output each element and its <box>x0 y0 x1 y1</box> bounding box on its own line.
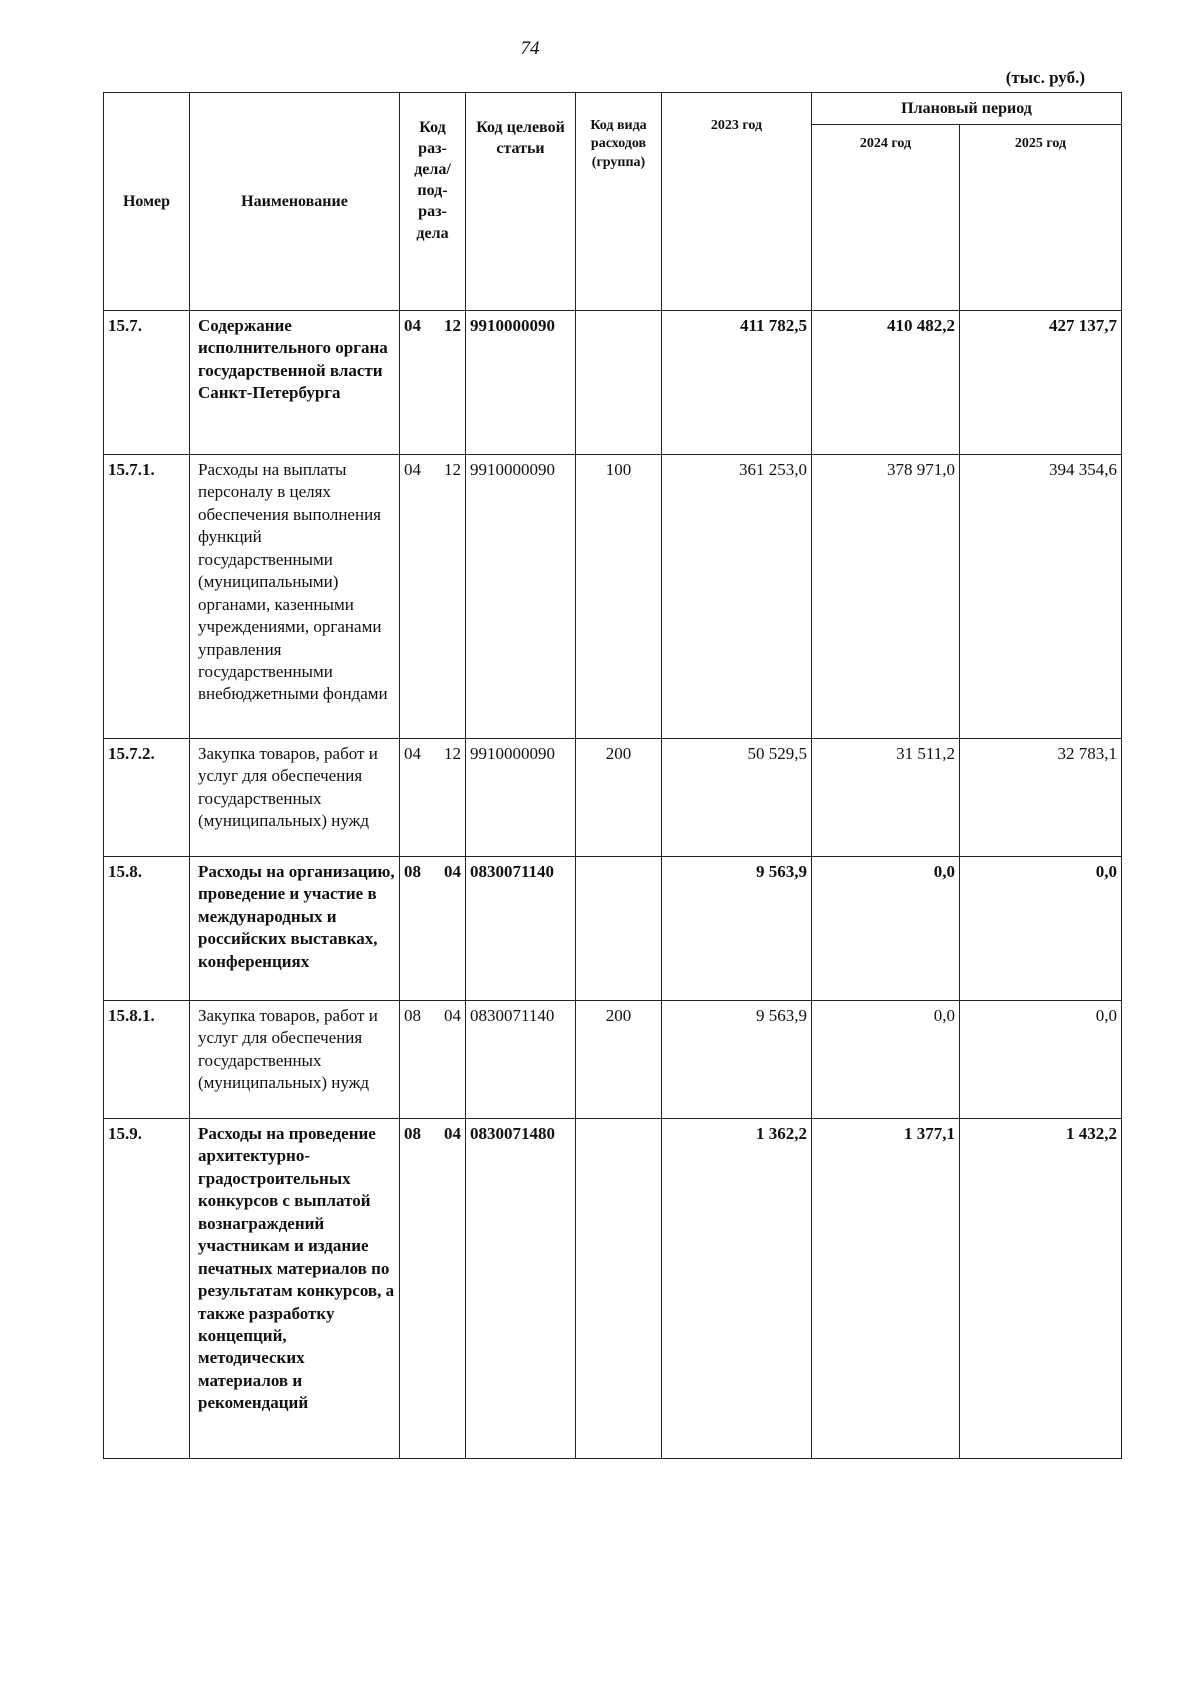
row-section: 08 <box>404 1006 421 1025</box>
row-target-code: 9910000090 <box>466 311 576 455</box>
row-number: 15.7.1. <box>104 455 190 739</box>
row-amount-2024: 0,0 <box>812 1001 960 1119</box>
header-name: Наименование <box>190 93 400 311</box>
table-row <box>104 1119 1122 1459</box>
row-section: 08 <box>404 862 421 881</box>
row-amount-2023: 9 563,9 <box>662 857 812 1001</box>
row-amount-2024: 1 377,1 <box>812 1119 960 1459</box>
row-expense-type: 200 <box>576 1001 662 1119</box>
row-expense-type: 100 <box>576 455 662 739</box>
row-amount-2023: 50 529,5 <box>662 739 812 857</box>
row-number: 15.8.1. <box>104 1001 190 1119</box>
row-amount-2023: 361 253,0 <box>662 455 812 739</box>
table-row <box>104 311 1122 455</box>
row-amount-2025: 394 354,6 <box>960 455 1122 739</box>
row-amount-2023: 411 782,5 <box>662 311 812 455</box>
row-amount-2025: 1 432,2 <box>960 1119 1122 1459</box>
row-expense-type <box>576 857 662 1001</box>
row-subsection: 04 <box>444 1006 461 1025</box>
row-amount-2025: 427 137,7 <box>960 311 1122 455</box>
row-section-code <box>400 311 466 455</box>
row-section-code <box>400 1001 466 1119</box>
row-expense-type: 200 <box>576 739 662 857</box>
row-name: Закупка товаров, работ и услуг для обеспечения государственных (муниципальных) нужд <box>190 1001 400 1119</box>
table-header <box>104 93 1122 311</box>
table-row <box>104 455 1122 739</box>
row-name: Расходы на выплаты персоналу в целях обеспечения выполнения функций государственными (муниципальными) органами, казенными учреждениями, органами управления государственными внебюджетными фондами <box>190 455 400 739</box>
budget-table <box>103 92 1122 1459</box>
row-subsection: 12 <box>444 744 461 763</box>
row-expense-type <box>576 1119 662 1459</box>
row-subsection: 04 <box>444 862 461 881</box>
header-expense-type-code: Код вида расходов (группа) <box>576 93 662 311</box>
row-section-code <box>400 1119 466 1459</box>
row-target-code: 0830071480 <box>466 1119 576 1459</box>
header-year-2023: 2023 год <box>662 93 812 311</box>
header-year-2025: 2025 год <box>960 125 1122 311</box>
row-amount-2024: 0,0 <box>812 857 960 1001</box>
row-amount-2025: 0,0 <box>960 857 1122 1001</box>
header-section-code: Код раз-дела/ под-раз-дела <box>400 93 466 311</box>
row-subsection: 12 <box>444 460 461 479</box>
row-section: 04 <box>404 744 421 763</box>
row-number: 15.7. <box>104 311 190 455</box>
row-target-code: 9910000090 <box>466 739 576 857</box>
row-name: Расходы на организацию, проведение и участие в международных и российских выставках, конференциях <box>190 857 400 1001</box>
row-target-code: 0830071140 <box>466 1001 576 1119</box>
row-section-code <box>400 455 466 739</box>
row-name: Расходы на проведение архитектурно-градостроительных конкурсов с выплатой вознаграждений участникам и издание печатных материалов по результатам конкурсов, а также разработку концепций, методических материалов и рекомендаций <box>190 1119 400 1459</box>
row-amount-2024: 378 971,0 <box>812 455 960 739</box>
row-name: Содержание исполнительного органа государственной власти Санкт-Петербурга <box>190 311 400 455</box>
row-amount-2023: 9 563,9 <box>662 1001 812 1119</box>
page-number: 74 <box>520 38 540 59</box>
row-number: 15.8. <box>104 857 190 1001</box>
table-row <box>104 857 1122 1001</box>
row-subsection: 12 <box>444 316 461 335</box>
row-name: Закупка товаров, работ и услуг для обеспечения государственных (муниципальных) нужд <box>190 739 400 857</box>
table-body <box>104 311 1122 1459</box>
header-year-2024: 2024 год <box>812 125 960 311</box>
table-row <box>104 1001 1122 1119</box>
row-amount-2024: 410 482,2 <box>812 311 960 455</box>
row-subsection: 04 <box>444 1124 461 1143</box>
row-target-code: 9910000090 <box>466 455 576 739</box>
row-section: 04 <box>404 460 421 479</box>
row-expense-type <box>576 311 662 455</box>
row-amount-2024: 31 511,2 <box>812 739 960 857</box>
row-number: 15.7.2. <box>104 739 190 857</box>
units-label: (тыс. руб.) <box>1005 68 1085 87</box>
row-amount-2025: 32 783,1 <box>960 739 1122 857</box>
row-target-code: 0830071140 <box>466 857 576 1001</box>
header-number: Номер <box>104 93 190 311</box>
header-planning-period: Плановый период <box>812 93 1122 125</box>
header-target-code: Код целевой статьи <box>466 93 576 311</box>
row-number: 15.9. <box>104 1119 190 1459</box>
row-amount-2023: 1 362,2 <box>662 1119 812 1459</box>
table-row <box>104 739 1122 857</box>
row-section: 04 <box>404 316 421 335</box>
row-amount-2025: 0,0 <box>960 1001 1122 1119</box>
row-section: 08 <box>404 1124 421 1143</box>
row-section-code <box>400 739 466 857</box>
row-section-code <box>400 857 466 1001</box>
